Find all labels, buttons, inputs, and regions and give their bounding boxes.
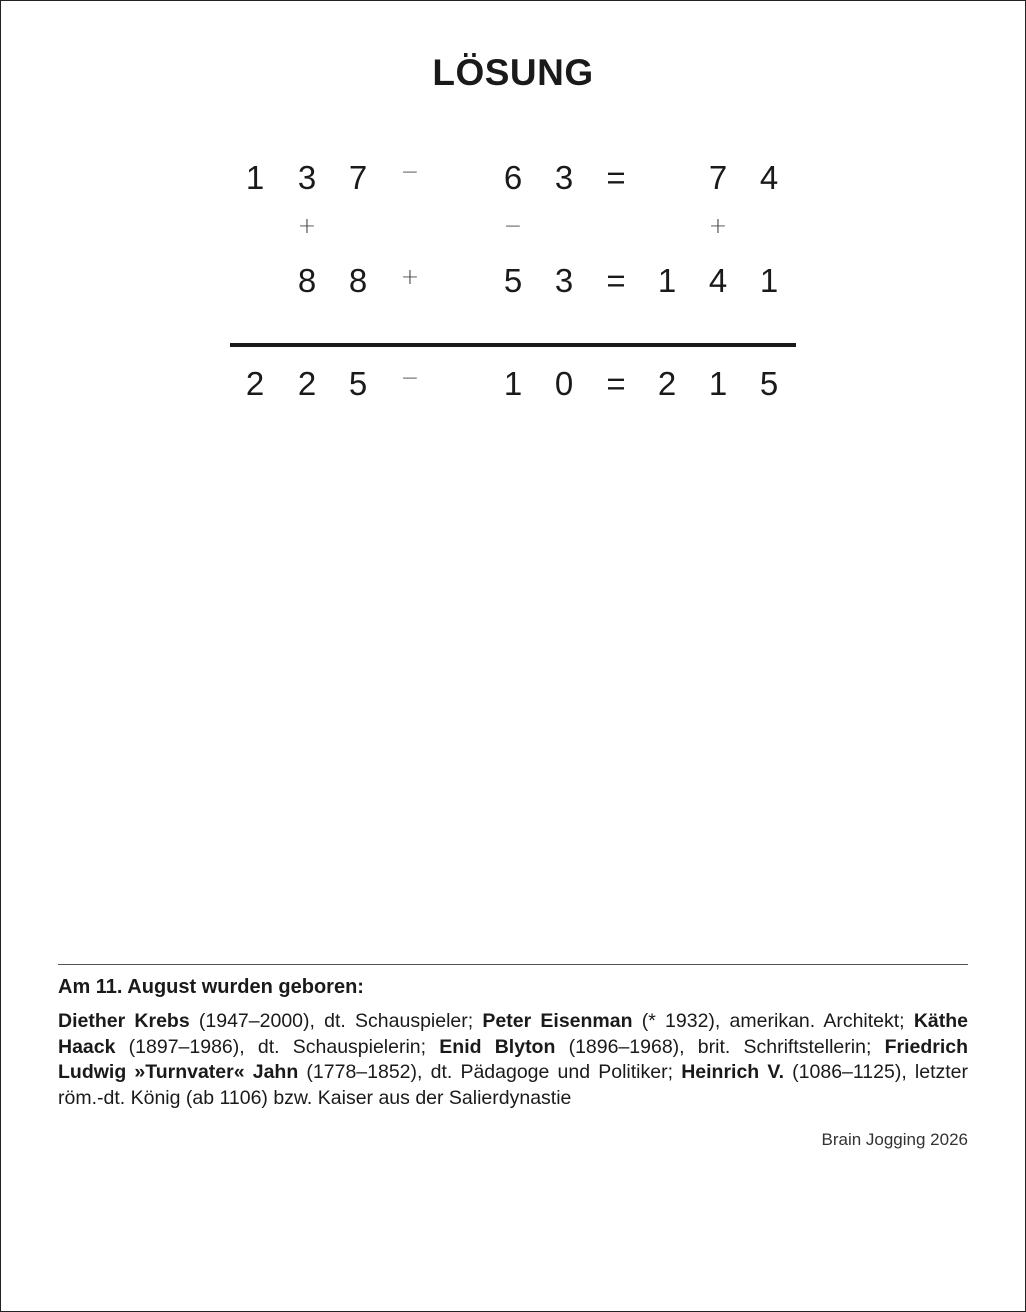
person-name: Friedrich Ludwig »Turnvater« Jahn bbox=[58, 1035, 968, 1083]
plus-operator: + bbox=[297, 214, 317, 239]
sum-line bbox=[230, 343, 796, 347]
person-name: Peter Eisenman bbox=[482, 1010, 633, 1032]
result-digit: 5 bbox=[348, 365, 368, 402]
births-paragraph bbox=[58, 1009, 968, 1111]
births-heading: Am 11. August wurden geboren: bbox=[58, 976, 364, 998]
person-details: (1896–1968), brit. Schriftstellerin; bbox=[555, 1035, 885, 1058]
puzzle-digit: 3 bbox=[297, 159, 317, 196]
person-name: Diether Krebs bbox=[58, 1010, 190, 1032]
result-digit: 2 bbox=[297, 365, 317, 402]
plus-operator: + bbox=[400, 265, 420, 290]
puzzle-digit: 8 bbox=[348, 262, 368, 299]
puzzle-digit: 4 bbox=[708, 262, 728, 299]
person-details: (1086–1125), letzter röm.-dt. König (ab 1106) bzw. Kaiser aus der Salierdynastie bbox=[58, 1061, 969, 1109]
puzzle-digit: 7 bbox=[348, 159, 368, 196]
person-details: (1947–2000), dt. Schauspieler; bbox=[189, 1010, 483, 1032]
person-name: Käthe Haack bbox=[58, 1010, 969, 1058]
result-digit: 0 bbox=[554, 365, 574, 402]
puzzle-digit: 3 bbox=[554, 262, 574, 299]
result-digit: 5 bbox=[759, 365, 779, 402]
puzzle-digit: 6 bbox=[503, 159, 523, 196]
result-digit: 1 bbox=[503, 365, 523, 402]
result-digit: 2 bbox=[657, 365, 677, 402]
puzzle-digit: 4 bbox=[759, 159, 779, 196]
puzzle-digit: 7 bbox=[708, 159, 728, 196]
result-digit: 2 bbox=[245, 365, 265, 402]
puzzle-digit: 5 bbox=[503, 262, 523, 299]
page-title: LÖSUNG bbox=[432, 52, 594, 93]
equals-sign: = bbox=[606, 262, 626, 299]
person-details: (1897–1986), dt. Schauspielerin; bbox=[115, 1035, 440, 1058]
minus-operator: − bbox=[400, 160, 420, 185]
person-details: (* 1932), amerikan. Architekt; bbox=[632, 1010, 914, 1032]
puzzle-digit: 1 bbox=[657, 262, 677, 299]
plus-operator: + bbox=[708, 214, 728, 239]
minus-operator: − bbox=[400, 366, 420, 391]
puzzle-digit: 1 bbox=[245, 159, 265, 196]
minus-operator: − bbox=[503, 214, 523, 239]
puzzle-digit: 1 bbox=[759, 262, 779, 299]
puzzle-digit: 3 bbox=[554, 159, 574, 196]
person-details: (1778–1852), dt. Pädagoge und Politiker; bbox=[298, 1061, 682, 1083]
result-digit: 1 bbox=[708, 365, 728, 402]
section-divider bbox=[58, 964, 968, 965]
puzzle-digit: 8 bbox=[297, 262, 317, 299]
footer-credit: Brain Jogging 2026 bbox=[821, 1130, 968, 1149]
equals-sign: = bbox=[606, 365, 626, 402]
person-name: Enid Blyton bbox=[439, 1035, 556, 1058]
equals-sign: = bbox=[606, 159, 626, 196]
person-name: Heinrich V. bbox=[681, 1061, 785, 1083]
number-puzzle-solution bbox=[0, 0, 1026, 430]
